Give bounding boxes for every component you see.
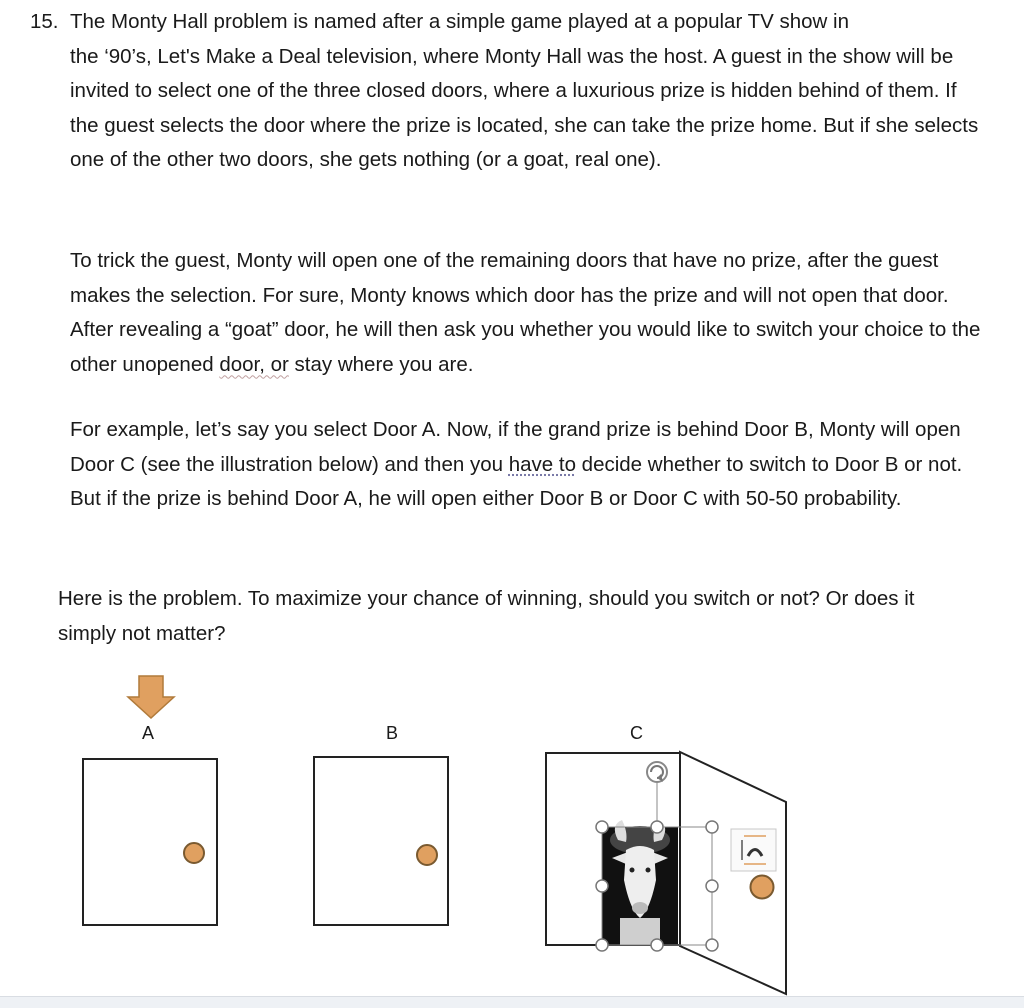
selection-arrow-icon [128,676,174,718]
status-strip [0,996,1024,1008]
door-label-a: A [142,723,155,743]
question-body-1: the ‘90’s, Let's Make a Deal television, where Monty Hall was the host. A guest in the show will be invited to select one of the three closed doors, where a luxurious prize is hidden behind of them. If the guest selects the door where the prize is located, she can take the prize home. But if she selects one of the other two doors, she gets nothing (or a goat, real one). [70,44,979,171]
question-paragraph-2 [70,244,990,382]
paragraph-2-text-b: stay where you are. [288,352,474,376]
layout-options-icon[interactable] [731,829,776,871]
paragraph-2-text-a: To trick the guest, Monty will open one of the remaining doors that have no prize, after the guest makes the selection. For sure, Monty knows which door has the prize and will not open that door. After revealing a “goat” door, he will then ask you whether you would like to switch your choice to the other unopened [70,249,981,376]
diagram-shapes [0,670,1024,1007]
goat-image[interactable] [602,820,678,945]
rotate-handle-icon[interactable] [647,762,667,782]
question-paragraph-3 [70,413,990,517]
question-paragraph-4: Here is the problem. To maximize your chance of winning, should you switch or not? Or does it simply not matter? [58,587,915,645]
question-number: 15. [30,10,59,33]
paragraph-3-text-b: decide whether to switch to Door B or not. But if the prize is behind Door A, he will open either Door B or Door C with 50-50 probability. [70,452,963,510]
door-c-open-panel [680,752,786,994]
question-paragraph-1 [30,5,990,178]
grammar-flag-have-to[interactable]: have to [508,452,576,476]
paragraph-3-text-a: For example, let’s say you select Door A. Now, if the grand prize is behind Door B, Monty will open Door C (see the illustration below) and then you [70,418,961,476]
question-line-1: The Monty Hall problem is named after a simple game played at a popular TV show in [70,10,850,33]
door-label-b: B [386,723,399,743]
grammar-flag-door-or[interactable]: door, or [219,352,289,376]
door-c-knob [751,876,774,899]
door-label-c: C [630,723,643,743]
